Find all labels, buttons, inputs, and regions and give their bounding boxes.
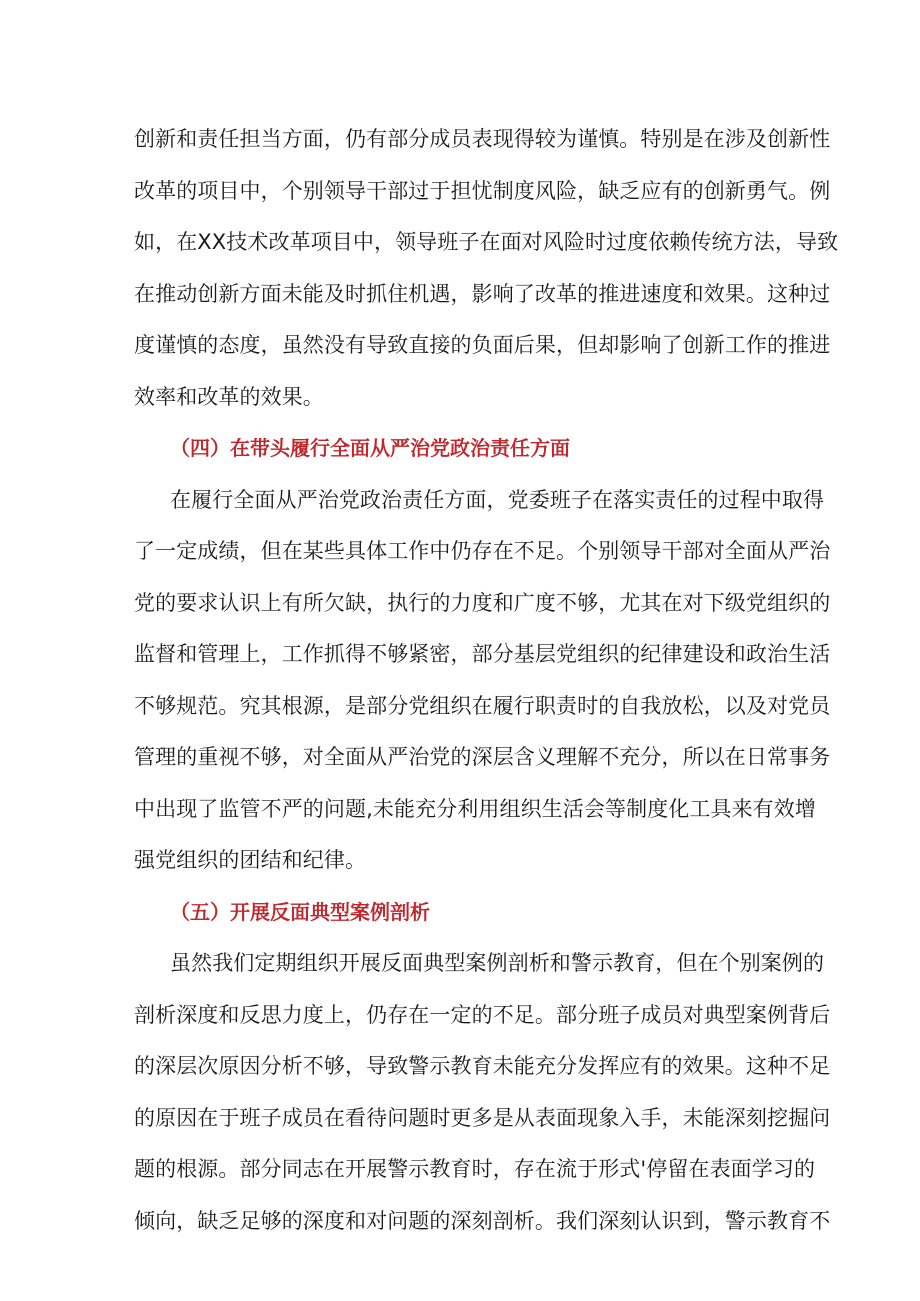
- section-heading-4: （四）在带头履行全面从严治党政治责任方面: [170, 436, 570, 460]
- text-line: 剖析深度和反思力度上，仍存在一定的不足。部分班子成员对典型案例背后: [134, 1002, 831, 1027]
- text-line: 中出现了监管不严的问题,未能充分利用组织生活会等制度化工具来有效增: [134, 796, 816, 821]
- text-line: 在履行全面从严治党政治责任方面，党委班子在落实责任的过程中取得: [170, 487, 825, 512]
- text-line: 管理的重视不够，对全面从严治党的深层含义理解不充分，所以在日常事务: [134, 745, 831, 769]
- document-body: [134, 114, 839, 1247]
- text-line: 的深层次原因分析不够，导致警示教育未能充分发挥应有的效果。这种不足: [134, 1054, 831, 1078]
- text-line: 如，在XX技术改革项目中，领导班子在面对风险时过度依赖传统方法，导致: [134, 230, 839, 254]
- section-heading-5: （五）开展反面典型案例剖析: [170, 899, 430, 924]
- text-line: 效率和改革的效果。: [134, 384, 324, 409]
- text-line: 倾向，缺乏足够的深度和对问题的深刻剖析。我们深刻认识到，警示教育不: [134, 1208, 831, 1233]
- text-line: 在推动创新方面未能及时抓住机遇，影响了改革的推进速度和效果。这种过: [134, 281, 831, 306]
- paragraph-party-responsibility: [134, 475, 831, 887]
- text-line: 不够规范。究其根源，是部分党组织在履行职责时的自我放松，以及对党员: [134, 693, 831, 718]
- text-line: 虽然我们定期组织开展反面典型案例剖析和警示教育，但在个别案例的: [170, 951, 825, 975]
- text-line: 改革的项目中，个别领导干部过于担忧制度风险，缺乏应有的创新勇气。例: [134, 178, 831, 203]
- text-line: 度谨慎的态度，虽然没有导致直接的负面后果，但却影响了创新工作的推进: [134, 333, 831, 357]
- text-line: 党的要求认识上有所欠缺，执行的力度和广度不够，尤其在对下级党组织的: [134, 590, 831, 615]
- text-line: 创新和责任担当方面，仍有部分成员表现得较为谨慎。特别是在涉及创新性: [134, 127, 831, 151]
- text-line: 的原因在于班子成员在看待问题时更多是从表面现象入手，未能深刻挖掘问: [134, 1105, 831, 1130]
- text-line: 了一定成绩，但在某些具体工作中仍存在不足。个别领导干部对全面从严治: [134, 539, 831, 563]
- text-line: 强党组织的团结和纪律。: [134, 848, 367, 872]
- paragraph-case-analysis: [134, 938, 831, 1247]
- paragraph-innovation: [134, 114, 839, 423]
- text-line: 题的根源。部分同志在开展警示教育时，存在流于形式'停留在表面学习的: [134, 1157, 816, 1181]
- text-line: 监督和管理上，工作抓得不够紧密，部分基层党组织的纪律建设和政治生活: [134, 642, 831, 666]
